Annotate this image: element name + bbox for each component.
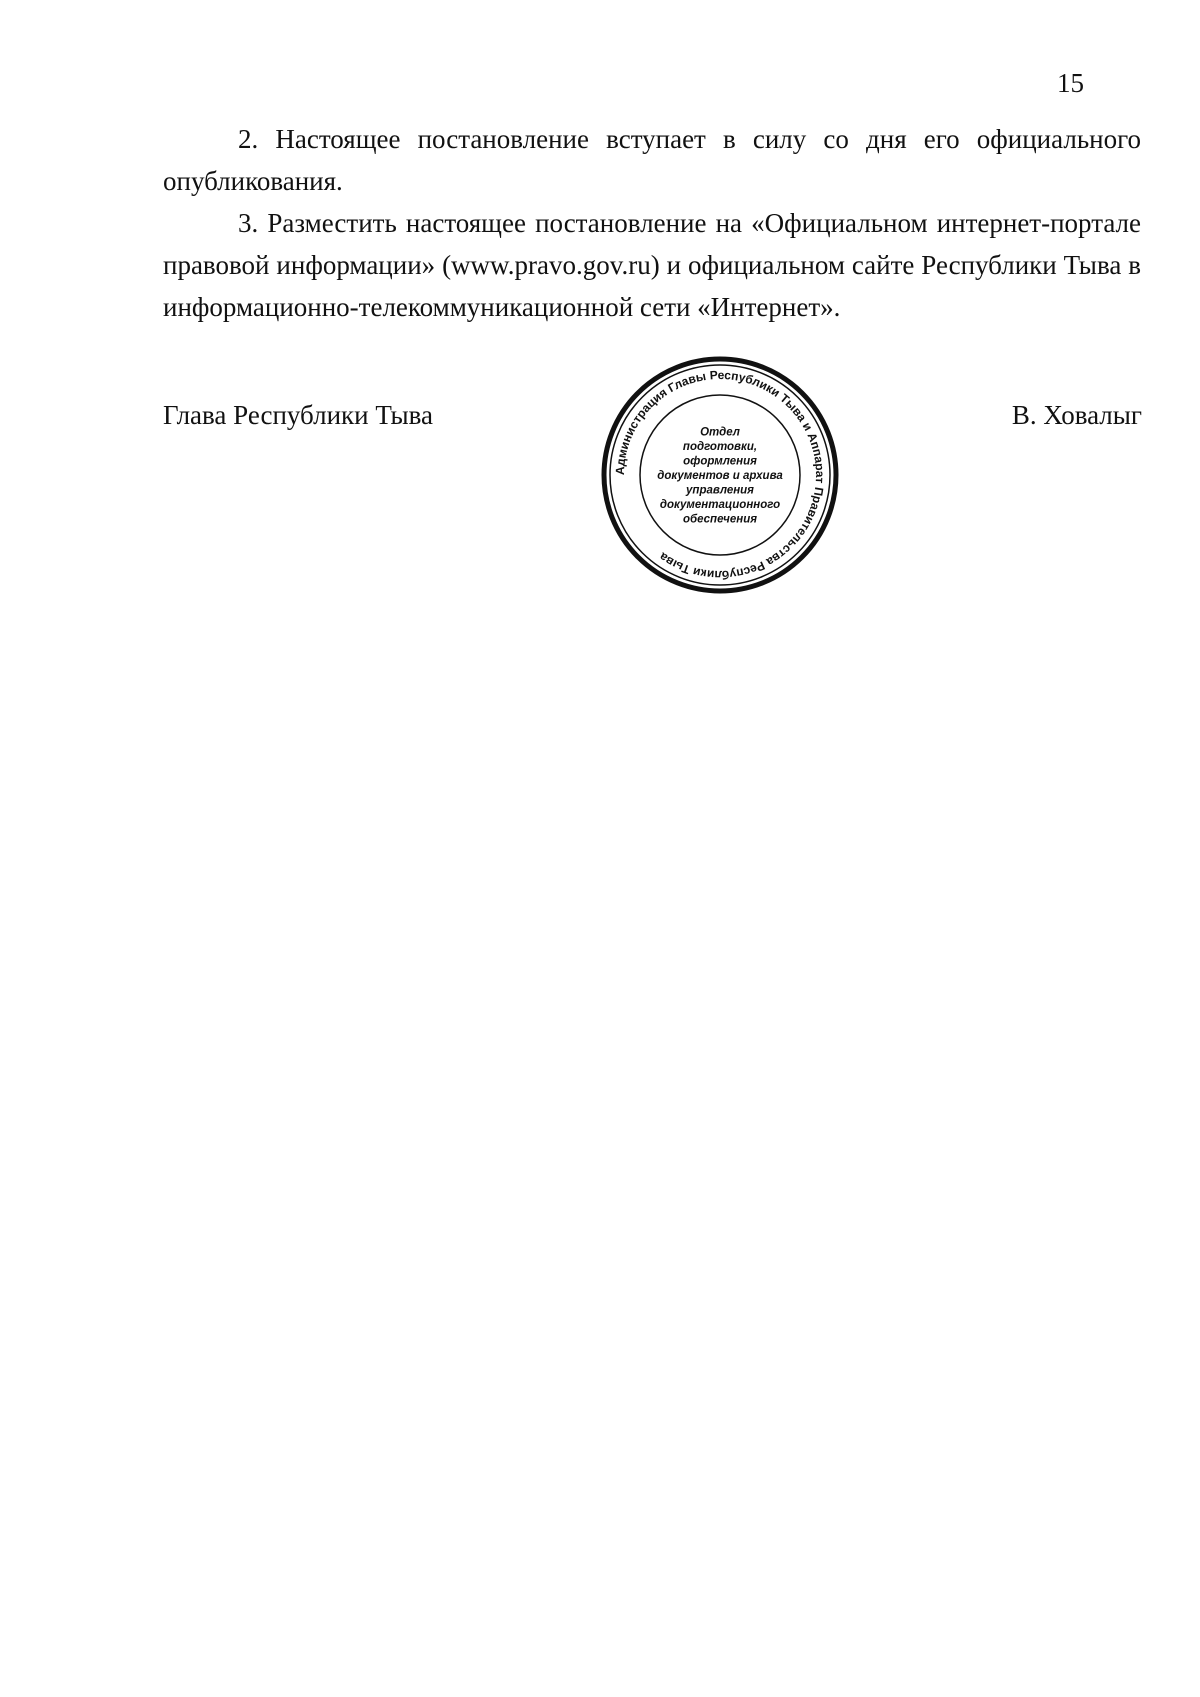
seal-center-line: оформления bbox=[683, 455, 757, 468]
signature-name: В. Ховалыг bbox=[1011, 400, 1142, 430]
seal-center-text bbox=[657, 427, 783, 526]
official-seal-stamp bbox=[597, 352, 843, 598]
seal-graphic bbox=[597, 352, 843, 598]
body-text bbox=[163, 118, 1141, 328]
signature-title: Глава Республики Тыва bbox=[163, 400, 434, 430]
seal-ring-text: Администрация Главы Республики Тыва и Аппарат Правительства Республики Тыва bbox=[612, 367, 828, 583]
seal-center-line: обеспечения bbox=[682, 513, 758, 526]
seal-center-line: Отдел bbox=[700, 426, 740, 439]
seal-center-line: документов и архива bbox=[657, 470, 783, 482]
paragraph-3: 3. Разместить настоящее постановление на «Официальном интернет-портале правовой информации» (www.pravo.gov.ru) и официальном сайте Республики Тыва в информационно-телекоммуникационной сети «Интернет». bbox=[163, 208, 1141, 322]
page-number: 15 bbox=[1057, 68, 1084, 98]
seal-center-line: управления bbox=[686, 484, 754, 497]
paragraph-2: 2. Настоящее постановление вступает в силу со дня его официального опубликования. bbox=[163, 124, 1141, 196]
seal-center-line: подготовки, bbox=[682, 441, 758, 453]
seal-center-line: документационного bbox=[659, 499, 781, 511]
